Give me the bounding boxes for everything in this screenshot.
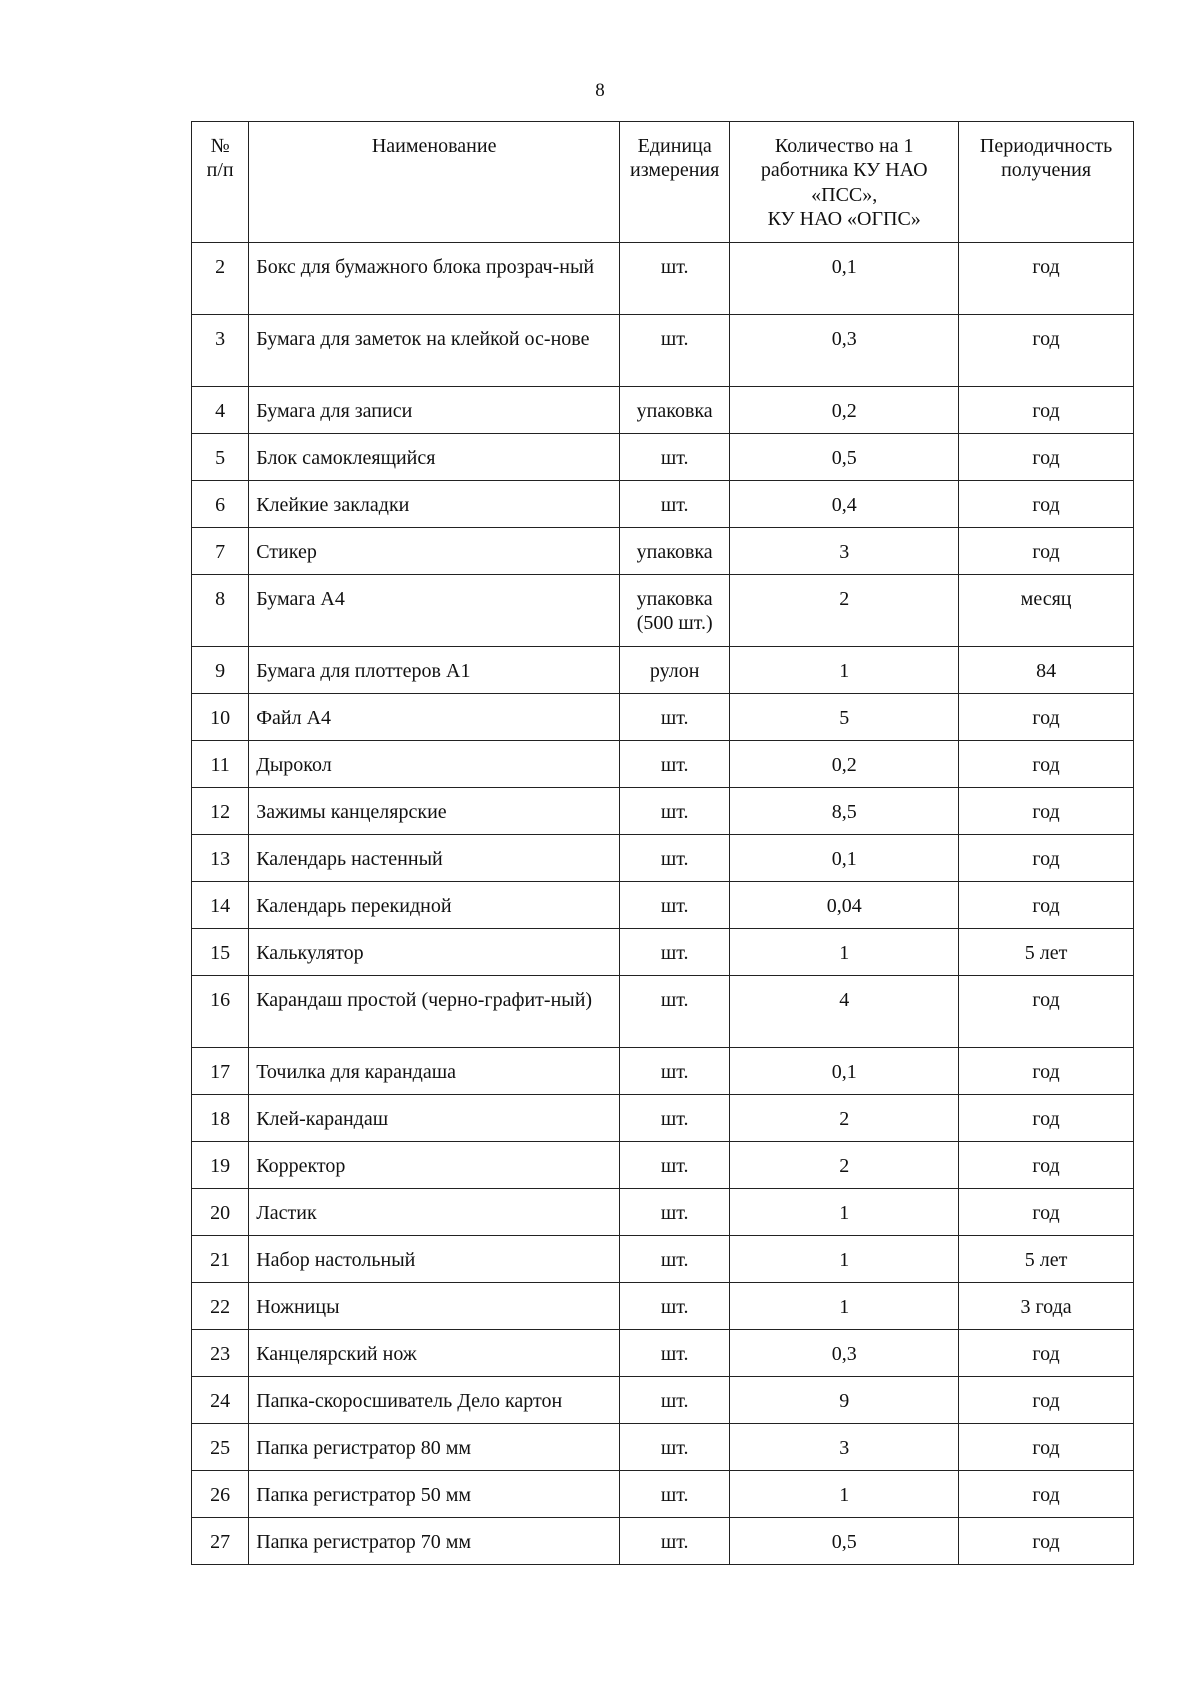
issue-period: год: [959, 1518, 1134, 1565]
quantity-per-worker: 1: [730, 1236, 959, 1283]
table-row: [192, 647, 1134, 694]
quantity-per-worker: 5: [730, 694, 959, 741]
quantity-per-worker: 0,1: [730, 243, 959, 315]
issue-period: год: [959, 788, 1134, 835]
table-row: [192, 387, 1134, 434]
unit-of-measure: шт.: [620, 788, 730, 835]
unit-of-measure: шт.: [620, 976, 730, 1048]
table-header-row: [192, 122, 1134, 243]
item-name: Папка регистратор 50 мм: [249, 1471, 620, 1518]
row-number: 21: [192, 1236, 249, 1283]
table-row: [192, 741, 1134, 788]
item-name: Календарь настенный: [249, 835, 620, 882]
row-number: 19: [192, 1142, 249, 1189]
quantity-per-worker: 9: [730, 1377, 959, 1424]
row-number: 11: [192, 741, 249, 788]
item-name: Калькулятор: [249, 929, 620, 976]
issue-period: год: [959, 1330, 1134, 1377]
item-name: Бумага для заметок на клейкой ос-нове: [249, 315, 620, 387]
issue-period: год: [959, 835, 1134, 882]
quantity-per-worker: 1: [730, 929, 959, 976]
table-row: [192, 835, 1134, 882]
unit-of-measure: упаковка: [620, 528, 730, 575]
unit-of-measure: шт.: [620, 835, 730, 882]
row-number: 23: [192, 1330, 249, 1377]
item-name: Клейкие закладки: [249, 481, 620, 528]
supplies-norms-table: [191, 121, 1134, 1565]
item-name: Папка регистратор 80 мм: [249, 1424, 620, 1471]
issue-period: год: [959, 1142, 1134, 1189]
table-row: [192, 1189, 1134, 1236]
row-number: 5: [192, 434, 249, 481]
row-number: 24: [192, 1377, 249, 1424]
header-qty-line: Количество на 1: [774, 135, 914, 157]
table-row: [192, 315, 1134, 387]
unit-of-measure: шт.: [620, 1236, 730, 1283]
item-name: Корректор: [249, 1142, 620, 1189]
header-qty-line: работника КУ НАО: [760, 159, 928, 182]
table-row: [192, 1377, 1134, 1424]
quantity-per-worker: 0,3: [730, 315, 959, 387]
item-name: Бокс для бумажного блока прозрач-ный: [249, 243, 620, 315]
header-qty: [730, 122, 959, 243]
unit-of-measure: шт.: [620, 694, 730, 741]
table-row: [192, 1048, 1134, 1095]
quantity-per-worker: 3: [730, 528, 959, 575]
item-name: Бумага для записи: [249, 387, 620, 434]
header-num-line: п/п: [206, 159, 234, 182]
row-number: 12: [192, 788, 249, 835]
unit-of-measure: рулон: [620, 647, 730, 694]
table-row: [192, 1095, 1134, 1142]
quantity-per-worker: 3: [730, 1424, 959, 1471]
page-number: 8: [595, 80, 605, 101]
item-name: Стикер: [249, 528, 620, 575]
table-row: [192, 788, 1134, 835]
table-row: [192, 694, 1134, 741]
unit-of-measure: шт.: [620, 243, 730, 315]
row-number: 6: [192, 481, 249, 528]
item-name: Бумага А4: [249, 575, 620, 647]
issue-period: год: [959, 694, 1134, 741]
quantity-per-worker: 4: [730, 976, 959, 1048]
row-number: 14: [192, 882, 249, 929]
unit-of-measure: шт.: [620, 1048, 730, 1095]
quantity-per-worker: 1: [730, 1283, 959, 1330]
item-name: Бумага для плоттеров А1: [249, 647, 620, 694]
row-number: 22: [192, 1283, 249, 1330]
unit-of-measure: шт.: [620, 1330, 730, 1377]
item-name: Точилка для карандаша: [249, 1048, 620, 1095]
table-row: [192, 1424, 1134, 1471]
issue-period: год: [959, 387, 1134, 434]
table-row: [192, 882, 1134, 929]
quantity-per-worker: 1: [730, 1189, 959, 1236]
header-period-line: Периодичность: [979, 135, 1113, 157]
table-row: [192, 528, 1134, 575]
quantity-per-worker: 0,3: [730, 1330, 959, 1377]
item-name: Карандаш простой (черно-графит-ный): [249, 976, 620, 1048]
issue-period: год: [959, 882, 1134, 929]
header-num: [192, 122, 249, 243]
quantity-per-worker: 2: [730, 575, 959, 647]
issue-period: год: [959, 741, 1134, 788]
quantity-per-worker: 0,1: [730, 835, 959, 882]
issue-period: год: [959, 434, 1134, 481]
row-number: 10: [192, 694, 249, 741]
row-number: 4: [192, 387, 249, 434]
table-row: [192, 243, 1134, 315]
unit-of-measure: шт.: [620, 1471, 730, 1518]
row-number: 9: [192, 647, 249, 694]
header-unit-line: измерения: [630, 159, 720, 182]
item-name: Папка регистратор 70 мм: [249, 1518, 620, 1565]
issue-period: год: [959, 1189, 1134, 1236]
table-body: [192, 243, 1134, 1565]
unit-of-measure: шт.: [620, 741, 730, 788]
issue-period: год: [959, 1048, 1134, 1095]
item-name: Ножницы: [249, 1283, 620, 1330]
item-name: Набор настольный: [249, 1236, 620, 1283]
quantity-per-worker: 1: [730, 1471, 959, 1518]
quantity-per-worker: 0,4: [730, 481, 959, 528]
quantity-per-worker: 0,5: [730, 434, 959, 481]
unit-of-measure: шт.: [620, 315, 730, 387]
unit-of-measure: шт.: [620, 1142, 730, 1189]
unit-of-measure: шт.: [620, 434, 730, 481]
item-name: Файл А4: [249, 694, 620, 741]
header-period: [959, 122, 1134, 243]
item-name: Папка-скоросшиватель Дело картон: [249, 1377, 620, 1424]
issue-period: 5 лет: [959, 929, 1134, 976]
quantity-per-worker: 1: [730, 647, 959, 694]
row-number: 25: [192, 1424, 249, 1471]
issue-period: 5 лет: [959, 1236, 1134, 1283]
header-unit-line: Единица: [637, 135, 712, 157]
unit-of-measure: шт.: [620, 1189, 730, 1236]
quantity-per-worker: 2: [730, 1095, 959, 1142]
quantity-per-worker: 0,04: [730, 882, 959, 929]
row-number: 26: [192, 1471, 249, 1518]
issue-period: год: [959, 243, 1134, 315]
unit-of-measure: упаковка (500 шт.): [620, 575, 730, 647]
issue-period: год: [959, 976, 1134, 1048]
item-name: Ластик: [249, 1189, 620, 1236]
item-name: Календарь перекидной: [249, 882, 620, 929]
quantity-per-worker: 0,5: [730, 1518, 959, 1565]
row-number: 20: [192, 1189, 249, 1236]
unit-of-measure: упаковка: [620, 387, 730, 434]
unit-of-measure: шт.: [620, 1283, 730, 1330]
item-name: Дырокол: [249, 741, 620, 788]
issue-period: год: [959, 315, 1134, 387]
unit-of-measure: шт.: [620, 1424, 730, 1471]
issue-period: год: [959, 528, 1134, 575]
row-number: 27: [192, 1518, 249, 1565]
item-name: Блок самоклеящийся: [249, 434, 620, 481]
header-num-line: №: [210, 135, 230, 157]
row-number: 2: [192, 243, 249, 315]
table-row: [192, 1236, 1134, 1283]
unit-of-measure: шт.: [620, 1377, 730, 1424]
row-number: 8: [192, 575, 249, 647]
row-number: 7: [192, 528, 249, 575]
issue-period: год: [959, 1095, 1134, 1142]
header-qty-line: КУ НАО «ОГПС»: [767, 208, 921, 231]
quantity-per-worker: 2: [730, 1142, 959, 1189]
issue-period: 3 года: [959, 1283, 1134, 1330]
table-row: [192, 976, 1134, 1048]
issue-period: год: [959, 1424, 1134, 1471]
unit-of-measure: шт.: [620, 929, 730, 976]
item-name: Канцелярский нож: [249, 1330, 620, 1377]
row-number: 18: [192, 1095, 249, 1142]
header-qty-line: «ПСС»,: [811, 183, 878, 206]
unit-of-measure: шт.: [620, 481, 730, 528]
table-row: [192, 434, 1134, 481]
unit-of-measure: шт.: [620, 1518, 730, 1565]
row-number: 16: [192, 976, 249, 1048]
issue-period: год: [959, 1377, 1134, 1424]
table-row: [192, 1283, 1134, 1330]
table-row: [192, 929, 1134, 976]
unit-of-measure: шт.: [620, 1095, 730, 1142]
item-name: Клей-карандаш: [249, 1095, 620, 1142]
header-name: Наименование: [249, 122, 620, 243]
row-number: 3: [192, 315, 249, 387]
quantity-per-worker: 8,5: [730, 788, 959, 835]
unit-of-measure: шт.: [620, 882, 730, 929]
table-row: [192, 1142, 1134, 1189]
table-row: [192, 481, 1134, 528]
issue-period: год: [959, 1471, 1134, 1518]
issue-period: месяц: [959, 575, 1134, 647]
quantity-per-worker: 0,2: [730, 387, 959, 434]
header-unit: [620, 122, 730, 243]
item-name: Зажимы канцелярские: [249, 788, 620, 835]
table-row: [192, 575, 1134, 647]
table-row: [192, 1330, 1134, 1377]
issue-period: год: [959, 481, 1134, 528]
header-period-line: получения: [1001, 159, 1092, 182]
table-row: [192, 1471, 1134, 1518]
row-number: 17: [192, 1048, 249, 1095]
row-number: 13: [192, 835, 249, 882]
issue-period: 84: [959, 647, 1134, 694]
row-number: 15: [192, 929, 249, 976]
quantity-per-worker: 0,1: [730, 1048, 959, 1095]
table-row: [192, 1518, 1134, 1565]
quantity-per-worker: 0,2: [730, 741, 959, 788]
